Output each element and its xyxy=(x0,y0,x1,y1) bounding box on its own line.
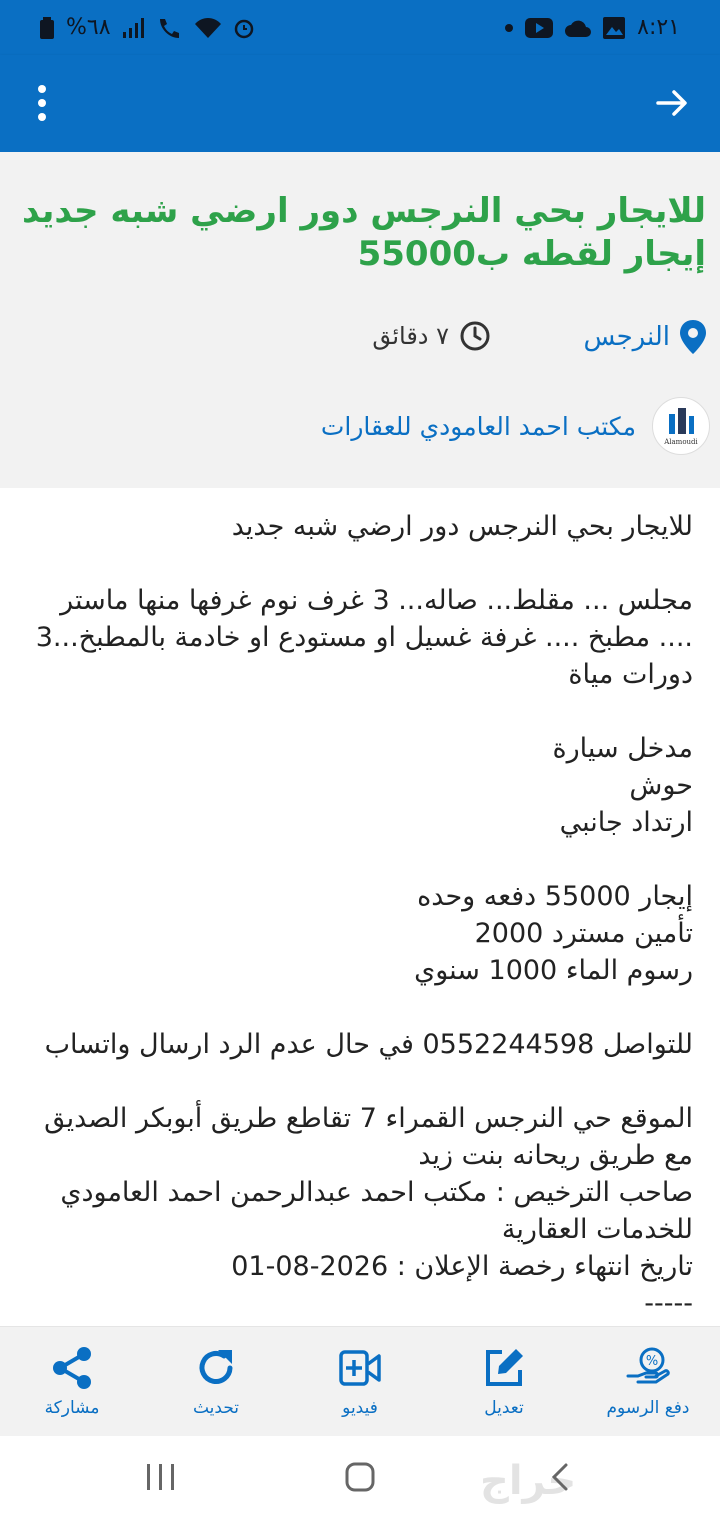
status-right-icons xyxy=(505,15,680,40)
video-button[interactable] xyxy=(290,1346,430,1418)
app-bar xyxy=(0,55,720,152)
time-ago xyxy=(372,320,491,352)
share-button[interactable] xyxy=(2,1346,142,1418)
ad-meta xyxy=(14,320,706,360)
call-icon xyxy=(157,17,183,39)
battery-level: %٦٨ xyxy=(66,15,111,40)
video-add-icon xyxy=(338,1346,382,1390)
location-link[interactable] xyxy=(583,320,706,354)
pay-fees-label: دفع الرسوم xyxy=(606,1398,690,1418)
edit-button[interactable] xyxy=(434,1346,574,1418)
more-vertical-icon xyxy=(28,83,56,123)
chevron-left-icon xyxy=(550,1462,570,1492)
recents-icon xyxy=(147,1464,175,1490)
signal-icon xyxy=(123,18,145,38)
ad-title: للايجار بحي النرجس دور ارضي شبه جديد إيجار لقطه ب55000 xyxy=(21,191,706,274)
alarm-icon xyxy=(233,17,255,39)
more-options-button[interactable] xyxy=(28,83,56,123)
ad-description: للايجار بحي النرجس دور ارضي شبه جديد مجلس ... مقلط... صاله... 3 غرف نوم غرفها منها ماستر .... مطبخ .... غرفة غسيل او مستودع او خادمة بالمطبخ...3 دورات مياة مدخل سيارة حوش ارتداد جانبي إيجار 55000 دفعه وحده تأمين مسترد 2000 رسوم الماء 1000 سنوي للتواصل 0552244598 في حال عدم الرد ارسال واتساب الموقع حي النرجس القمراء 7 تقاطع طريق أبوبكر الصديق مع طريق ريحانه بنت زيد صاحب الترخيص : مكتب احمد عبدالرحمن احمد العامودي للخدمات العقارية تاريخ انتهاء رخصة الإعلان : 2026-08-01 ----- xyxy=(35,511,693,1319)
location-pin-icon xyxy=(680,320,706,354)
share-icon xyxy=(50,1346,94,1390)
arrow-forward-icon xyxy=(654,85,690,121)
status-time: ٨:٢١ xyxy=(637,15,680,40)
dot-icon xyxy=(505,24,513,32)
time-ago-label: ٧ دقائق xyxy=(372,322,449,350)
nav-back-button[interactable] xyxy=(550,1462,570,1496)
office-name: مكتب احمد العامودي للعقارات xyxy=(320,411,636,441)
svg-text:Alamoudi: Alamoudi xyxy=(664,438,698,446)
gallery-icon xyxy=(603,17,625,39)
edit-label: تعديل xyxy=(484,1398,524,1418)
wifi-icon xyxy=(195,18,221,38)
edit-icon xyxy=(482,1346,526,1390)
location-label: النرجس xyxy=(583,322,670,352)
haraj-watermark: حراج xyxy=(480,1458,577,1504)
cloud-icon xyxy=(565,19,591,37)
back-button[interactable] xyxy=(654,85,690,121)
share-label: مشاركة xyxy=(44,1398,100,1418)
refresh-button[interactable] xyxy=(146,1346,286,1418)
clock-icon xyxy=(459,320,491,352)
home-icon xyxy=(345,1462,375,1492)
bottom-action-bar xyxy=(0,1326,720,1437)
status-left-icons xyxy=(40,15,255,40)
svg-text:%: % xyxy=(645,1354,659,1369)
office-link[interactable] xyxy=(321,397,710,455)
video-label: فيديو xyxy=(342,1398,378,1418)
system-nav-bar xyxy=(0,1436,720,1520)
battery-icon xyxy=(40,17,54,39)
home-button[interactable] xyxy=(345,1462,375,1496)
recents-button[interactable] xyxy=(147,1464,175,1494)
office-logo xyxy=(652,397,710,455)
ad-header xyxy=(0,152,720,488)
refresh-icon xyxy=(194,1346,238,1390)
pay-fees-icon xyxy=(626,1346,670,1390)
status-bar xyxy=(0,0,720,55)
pay-fees-button[interactable] xyxy=(578,1346,718,1418)
refresh-label: تحديث xyxy=(192,1398,240,1418)
youtube-icon xyxy=(525,18,553,38)
